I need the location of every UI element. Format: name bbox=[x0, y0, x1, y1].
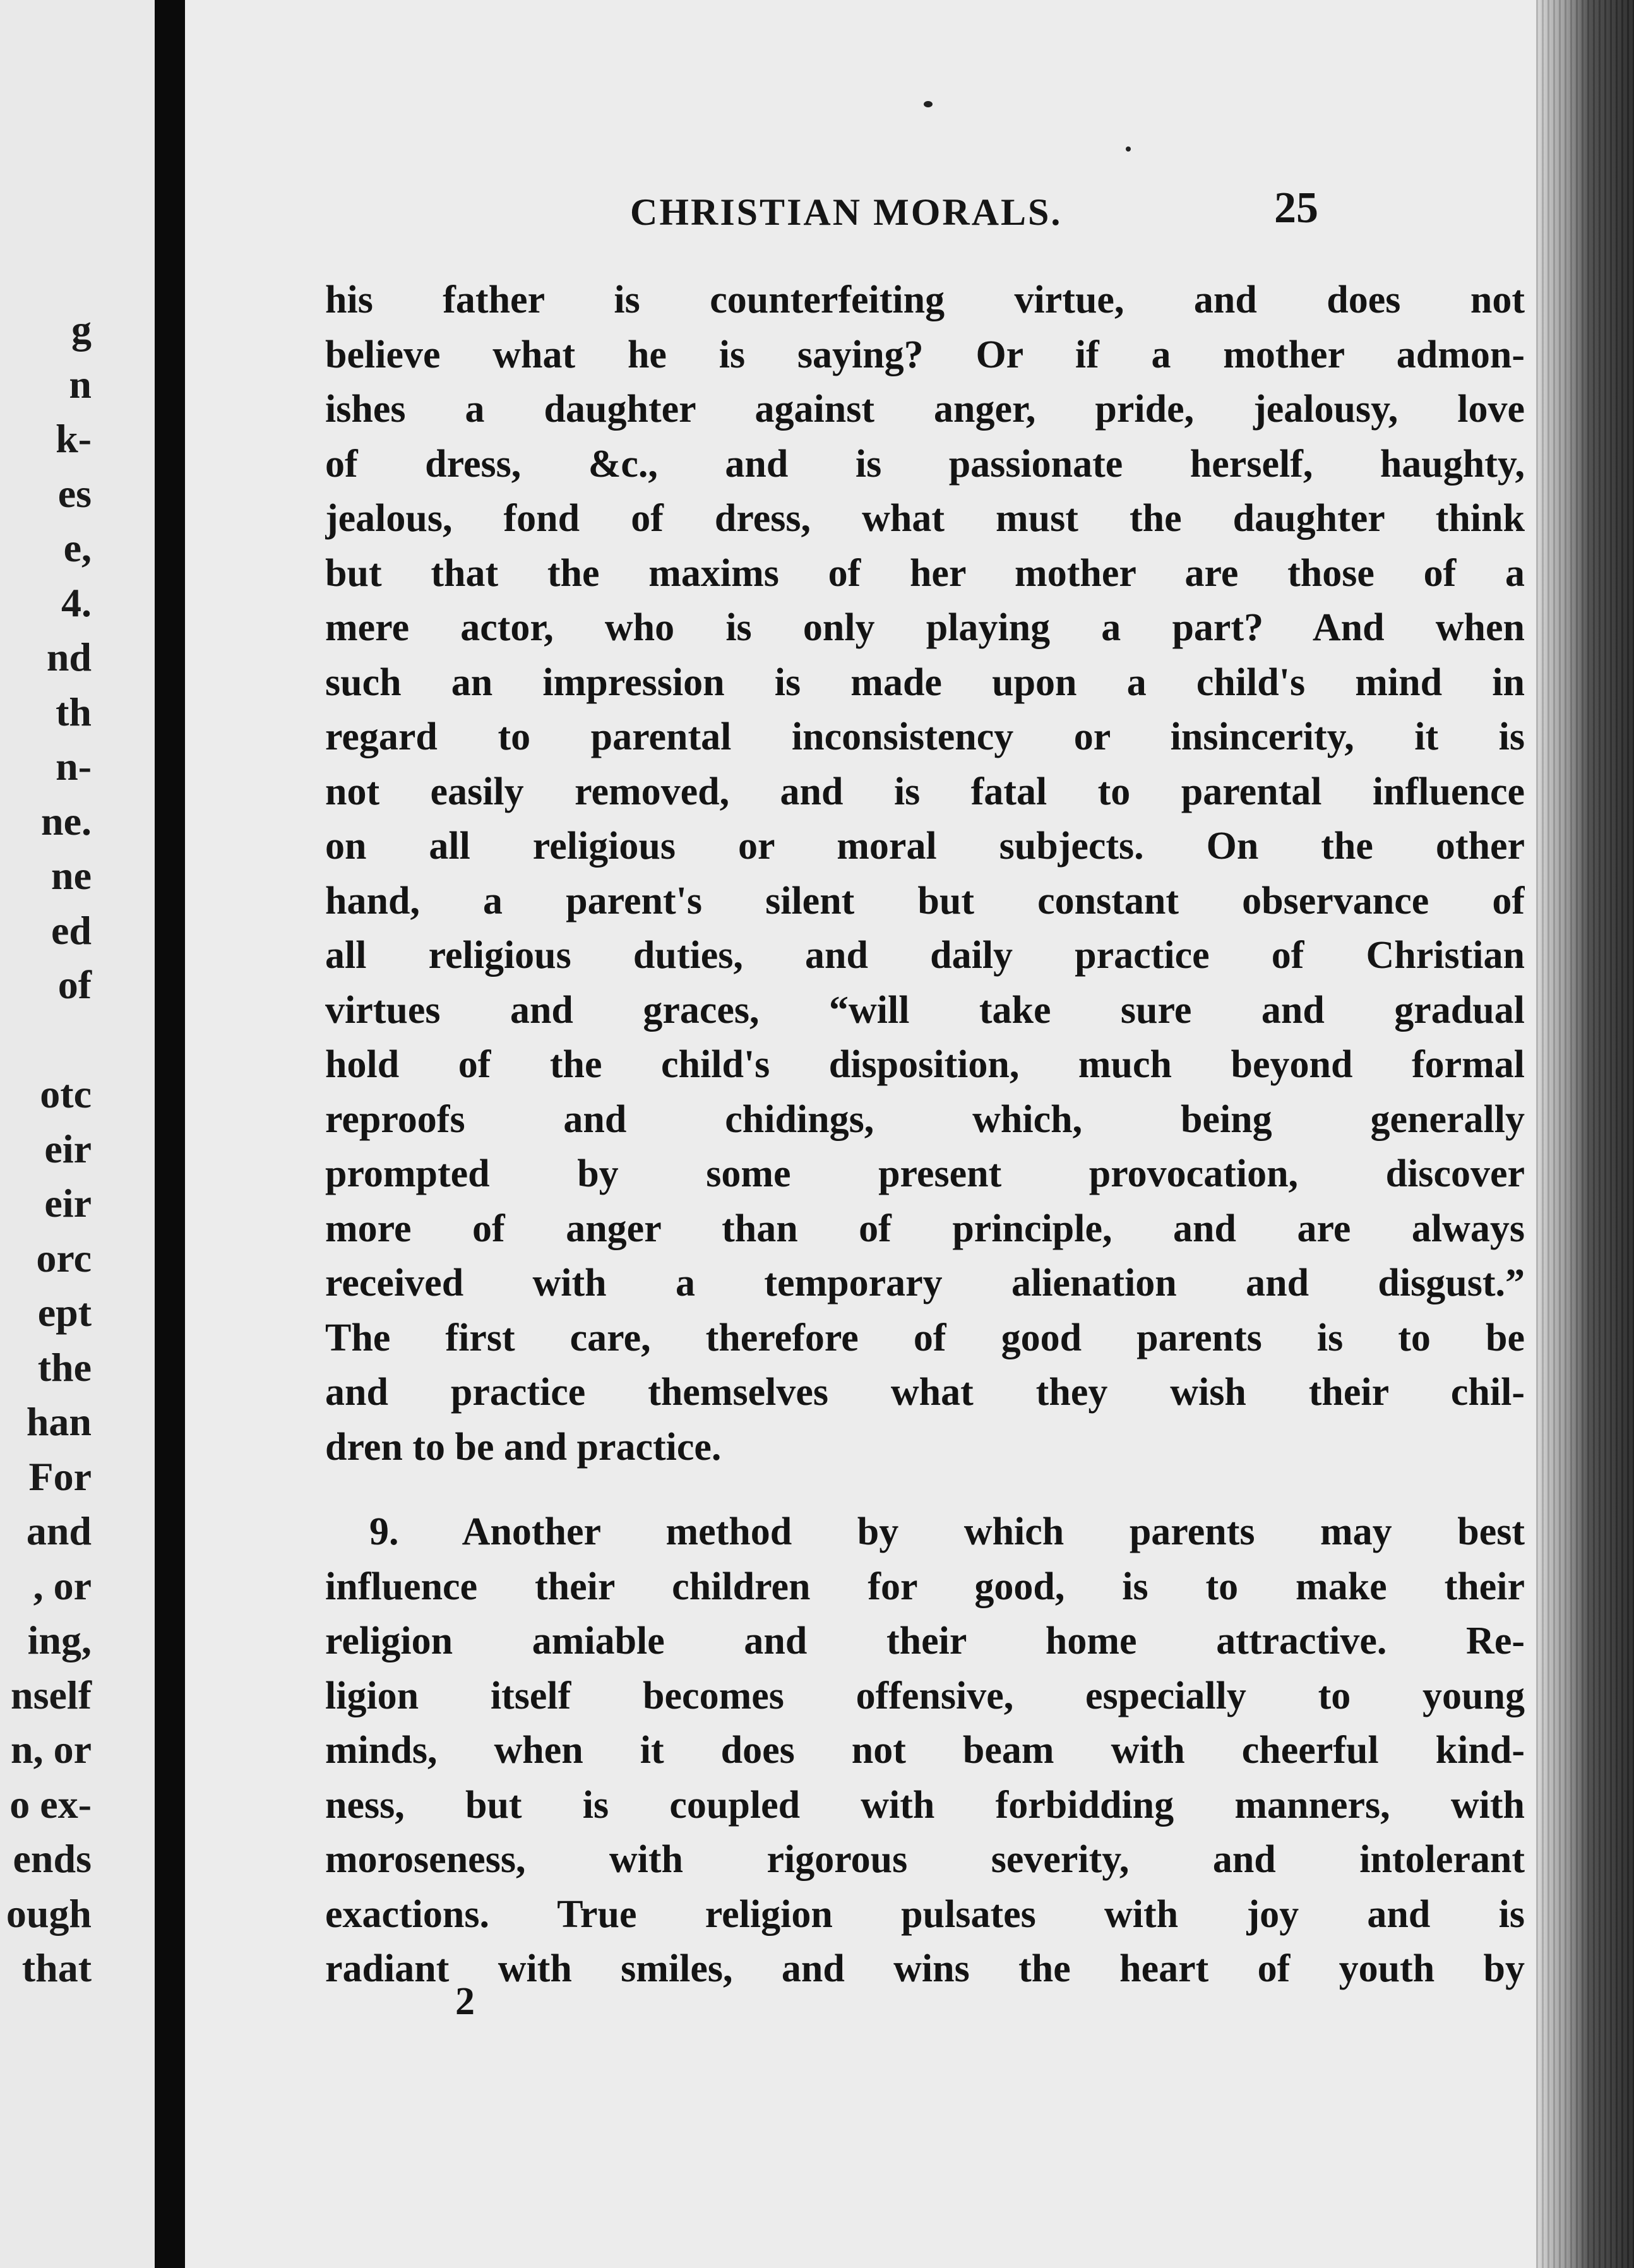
text-line: reproofs and chidings, which, being generally bbox=[325, 1097, 1525, 1141]
text-line: believe what he is saying? Or if a mother admon- bbox=[325, 333, 1525, 376]
ink-speck bbox=[924, 101, 933, 107]
signature-mark: 2 bbox=[455, 1980, 475, 2023]
previous-page-fragment: ing, bbox=[27, 1618, 92, 1662]
text-line: and practice themselves what they wish their chil- bbox=[325, 1371, 1525, 1414]
previous-page-fragment: ept bbox=[37, 1290, 92, 1335]
previous-page-fragment: eir bbox=[44, 1181, 92, 1226]
previous-page-fragment: , or bbox=[33, 1563, 92, 1608]
previous-page-fragment: e, bbox=[63, 525, 92, 570]
text-line: 9. Another method by which parents may best bbox=[369, 1510, 1525, 1553]
text-line: influence their children for good, is to make their bbox=[325, 1565, 1525, 1608]
previous-page-fragment: n, or bbox=[11, 1727, 92, 1772]
text-line: but that the maxims of her mother are those of a bbox=[325, 551, 1525, 595]
ink-speck bbox=[1126, 146, 1131, 152]
text-line: radiant with smiles, and wins the heart of youth by bbox=[325, 1947, 1525, 1990]
text-line: ishes a daughter against anger, pride, jealousy, love bbox=[325, 388, 1525, 431]
text-line: his father is counterfeiting virtue, and does not bbox=[325, 278, 1525, 321]
book-gutter bbox=[155, 0, 185, 2268]
text-line: moroseness, with rigorous severity, and intolerant bbox=[325, 1838, 1525, 1881]
previous-page-fragment: han bbox=[26, 1399, 92, 1444]
previous-page-fragment: ends bbox=[13, 1836, 92, 1881]
previous-page-fragment: es bbox=[57, 470, 92, 516]
text-line: more of anger than of principle, and are always bbox=[325, 1207, 1525, 1250]
book-page bbox=[185, 0, 1536, 2268]
previous-page-fragment: otc bbox=[40, 1071, 92, 1116]
previous-page-fragment: nd bbox=[46, 635, 92, 679]
text-line: received with a temporary alienation and disgust.” bbox=[325, 1262, 1525, 1304]
page-stack-edge bbox=[1536, 0, 1634, 2268]
text-line: hold of the child's disposition, much beyond formal bbox=[325, 1043, 1525, 1086]
previous-page-fragment: o ex- bbox=[9, 1781, 92, 1827]
previous-page-fragment: For bbox=[28, 1453, 92, 1499]
text-line: not easily removed, and is fatal to parental influence bbox=[325, 770, 1525, 813]
previous-page-fragment: ed bbox=[51, 907, 92, 953]
page-body bbox=[325, 273, 1525, 1996]
previous-page-fragment: k- bbox=[56, 416, 92, 461]
paragraph-spacer bbox=[325, 1474, 1525, 1505]
previous-page-fragment: eir bbox=[44, 1126, 92, 1171]
page-number: 25 bbox=[1274, 184, 1318, 232]
previous-page-fragment: 4. bbox=[61, 580, 92, 625]
text-line: ligion itself becomes offensive, especially to young bbox=[325, 1674, 1525, 1717]
previous-page-fragment: and bbox=[26, 1508, 92, 1553]
previous-page-edge bbox=[0, 0, 155, 2268]
previous-page-fragment: n bbox=[69, 361, 92, 407]
text-line: jealous, fond of dress, what must the daughter think bbox=[325, 497, 1525, 540]
text-line: mere actor, who is only playing a part? And when bbox=[325, 606, 1525, 649]
previous-page-fragment: that bbox=[21, 1945, 92, 1990]
previous-page-fragment: th bbox=[56, 689, 92, 734]
text-line: religion amiable and their home attractive. Re- bbox=[325, 1620, 1525, 1662]
text-line: prompted by some present provocation, discover bbox=[325, 1152, 1525, 1195]
previous-page-fragment: ough bbox=[6, 1890, 92, 1936]
text-line: such an impression is made upon a child's mind in bbox=[325, 660, 1525, 704]
text-line: on all religious or moral subjects. On the other bbox=[325, 825, 1525, 868]
previous-page-fragment: ne bbox=[51, 853, 92, 898]
previous-page-fragment: ne. bbox=[41, 798, 92, 844]
previous-page-fragment: g bbox=[71, 307, 92, 352]
text-line: dren to be and practice. bbox=[325, 1425, 722, 1469]
running-head: CHRISTIAN MORALS. bbox=[630, 191, 1063, 233]
previous-page-fragment: of bbox=[57, 962, 92, 1007]
text-line: The first care, therefore of good parents is to be bbox=[325, 1316, 1525, 1359]
previous-page-fragment: orc bbox=[36, 1235, 92, 1280]
text-line: regard to parental inconsistency or insincerity, it is bbox=[325, 715, 1525, 758]
text-line: all religious duties, and daily practice of Christian bbox=[325, 934, 1525, 977]
text-line: minds, when it does not beam with cheerful kind- bbox=[325, 1729, 1525, 1772]
text-line: hand, a parent's silent but constant observance of bbox=[325, 879, 1525, 922]
previous-page-fragment: n- bbox=[56, 744, 92, 789]
text-line: virtues and graces, “will take sure and gradual bbox=[325, 988, 1525, 1032]
text-line: of dress, &c., and is passionate herself, haughty, bbox=[325, 442, 1525, 486]
text-line: ness, but is coupled with forbidding manners, with bbox=[325, 1783, 1525, 1827]
previous-page-fragment: nself bbox=[11, 1672, 92, 1717]
previous-page-fragment: the bbox=[37, 1344, 92, 1390]
text-line: exactions. True religion pulsates with joy and is bbox=[325, 1892, 1525, 1936]
